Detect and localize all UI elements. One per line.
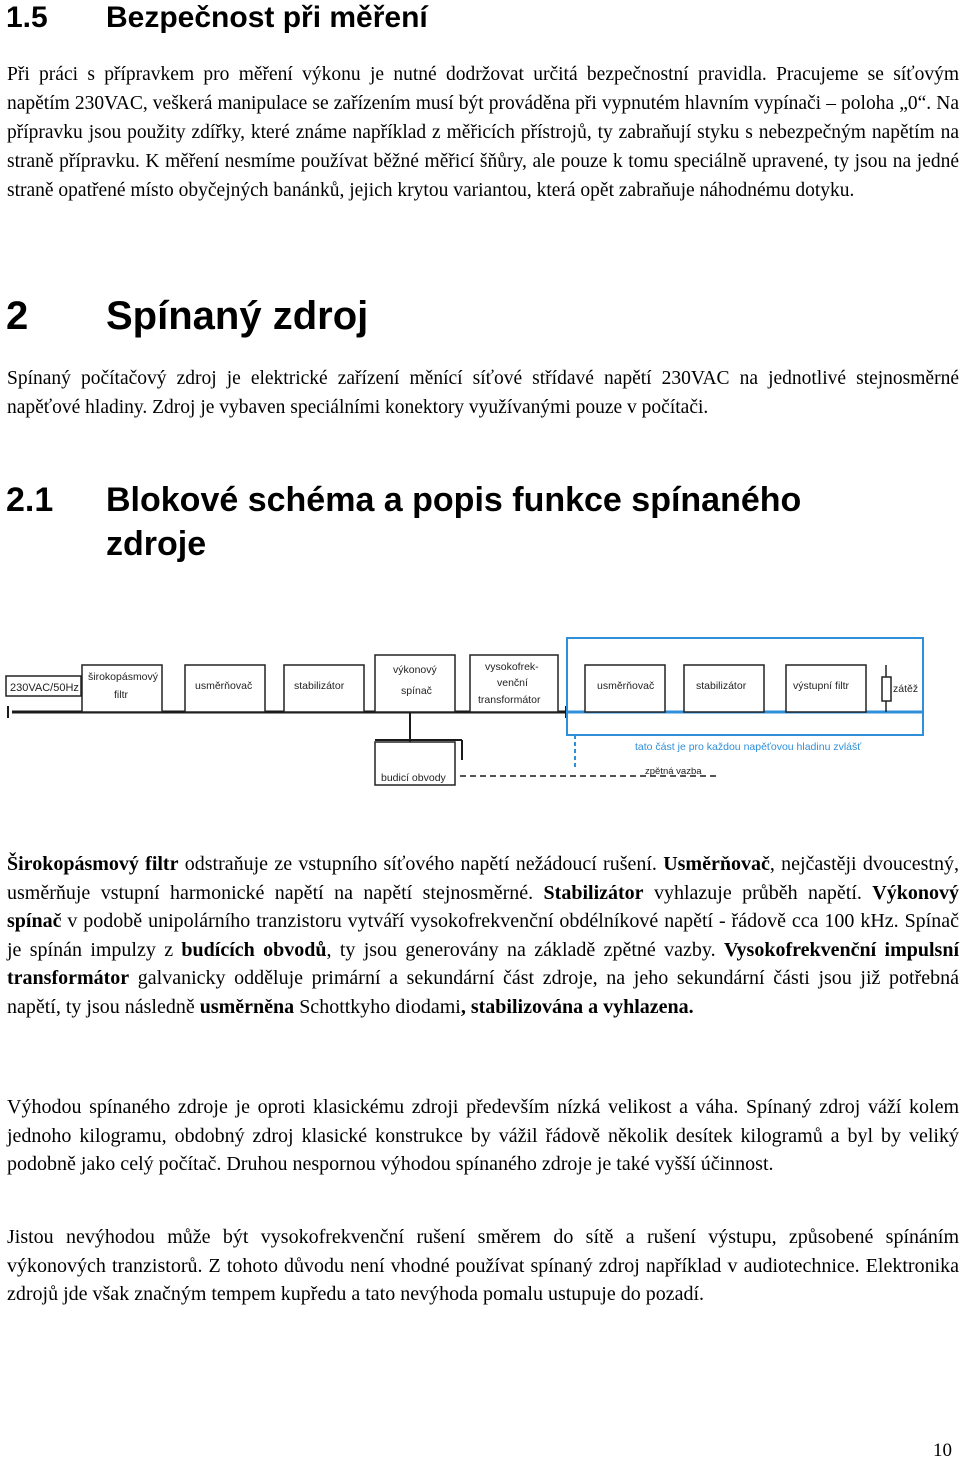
transformer-block <box>470 655 558 712</box>
svg-text:širokopásmový: širokopásmový <box>88 671 159 683</box>
driver-block <box>375 742 455 785</box>
output-filter-block <box>786 665 866 712</box>
svg-text:vysokofrek-: vysokofrek- <box>485 661 539 673</box>
term-transformer: Vysokofrekvenční impulsní transformátor <box>7 938 959 989</box>
svg-text:stabilizátor: stabilizátor <box>696 680 747 692</box>
svg-text:zátěž: zátěž <box>893 683 919 695</box>
svg-text:transformátor: transformátor <box>478 694 541 706</box>
term-rectifier: Usměrňovač <box>663 853 770 875</box>
term-stabilizer: Stabilizátor <box>543 881 644 904</box>
input-label: 230VAC/50Hz <box>10 682 79 694</box>
section-title: Spínaný zdroj <box>106 294 369 338</box>
svg-text:usměrňovač: usměrňovač <box>195 680 253 692</box>
term-stabilized: , stabilizována a vyhlazena. <box>460 995 694 1018</box>
svg-text:budicí obvody: budicí obvody <box>381 772 446 784</box>
stabilizer-block-primary <box>284 665 364 712</box>
section-title-line1: Blokové schéma a popis funkce spínaného <box>106 481 802 519</box>
intro-paragraph: Spínaný počítačový zdroj je elektrické zařízení měnící síťové střídavé napětí 230VAC na jednotlivé stejnosměrné napěťové hladiny. Zdroj je vybaven speciálními konektory využívanými pouze v počítači. <box>7 368 959 418</box>
term-filter: Širokopásmový filtr <box>7 853 179 875</box>
term-power-switch: Výkonový spínač <box>7 881 959 932</box>
secondary-note: tato část je pro každou napěťovou hladinu zvlášť <box>635 741 862 753</box>
stabilizer-block-secondary <box>684 665 764 712</box>
power-switch-block <box>375 655 455 712</box>
description-paragraph: Širokopásmový filtr odstraňuje ze vstupního síťového napětí nežádoucí rušení. Usměrňovač, nejčastěji dvoucestný, usměrňuje vstupní harmonické napětí na napětí stejnosměrné. Stabilizátor vyhlazuje průběh napětí. Výkonový spínač v podobě unipolárního tranzistoru vytváří vysokofrekvenční obdélníkové napětí - řádově cca 100 kHz. Spínač je spínán impulzy z budících obvodů, ty jsou generovány na základě zpětné vazby. Vysokofrekvenční impulsní transformátor galvanicky odděluje primární a sekundární část zdroje, na jeho sekundární části jsou již potřebná napětí, ty jsou následně usměrněna Schottkyho diodami, stabilizována a vyhlazena. <box>7 853 959 1018</box>
rectifier-block-primary <box>185 665 265 712</box>
filter-block <box>82 665 162 712</box>
svg-text:spínač: spínač <box>401 685 432 697</box>
section-2-heading <box>6 290 368 342</box>
section-number: 2.1 <box>6 481 54 519</box>
svg-text:výstupní filtr: výstupní filtr <box>793 680 850 692</box>
rectifier-block-secondary <box>585 665 665 712</box>
load-block <box>882 665 918 712</box>
advantages-paragraph: Výhodou spínaného zdroje je oproti klasickému zdroji především nízká velikost a váha. Spínaný zdroj váží kolem jednoho kilogramu, obdobný zdroj klasické konstrukce by vážil řádově několik desítek kilogramů a byl by veliký podobně jako celý počítač. Druhou nespornou výhodou spínaného zdroje je také vyšší účinnost. <box>7 1096 959 1175</box>
svg-text:venční: venční <box>497 677 528 689</box>
term-driver: budících obvodů <box>181 938 327 961</box>
term-rectified: usměrněna <box>199 995 295 1018</box>
section-title: Bezpečnost při měření <box>106 1 428 34</box>
svg-text:filtr: filtr <box>114 689 128 701</box>
disadvantages-paragraph: Jistou nevýhodou může být vysokofrekvenční rušení směrem do sítě a rušení výstupu, způsobené spínáním výkonových tranzistorů. Z tohoto důvodu není vhodné používat spínaný zdroj například v audiotechnice. Elektronika zdrojů jde však značným tempem kupředu a tato nevýhoda pomalu ustupuje do pozadí. <box>7 1226 959 1305</box>
section-number: 1.5 <box>6 1 48 34</box>
svg-text:výkonový: výkonový <box>393 664 437 676</box>
feedback-label: zpětná vazba <box>645 766 702 777</box>
safety-paragraph: Při práci s přípravkem pro měření výkonu je nutné dodržovat určitá bezpečnostní pravidla. Pracujeme se síťovým napětím 230VAC, veškerá manipulace se zařízením musí být prováděna při vypnutém hlavním vypínači – poloha „0“. Na přípravku jsou použity zdířky, které známe například z měřicích přístrojů, ty zabraňují styku s nebezpečným napětím na straně přípravku. K měření nesmíme používat běžné měřicí šňůry, ale pouze k tomu speciálně upravené, ty jsou na jedné straně opatřené místo obyčejných banánků, jejich krytou variantou, která opět zabraňuje náhodnému dotyku. <box>7 64 959 201</box>
section-number: 2 <box>6 294 29 338</box>
section-2-1-heading <box>6 478 801 566</box>
svg-text:stabilizátor: stabilizátor <box>294 680 345 692</box>
section-1-5-heading <box>6 0 428 38</box>
page-number: 10 <box>933 1440 952 1461</box>
section-title-line2: zdroje <box>106 525 207 563</box>
block-diagram <box>0 628 960 788</box>
svg-text:usměrňovač: usměrňovač <box>597 680 655 692</box>
